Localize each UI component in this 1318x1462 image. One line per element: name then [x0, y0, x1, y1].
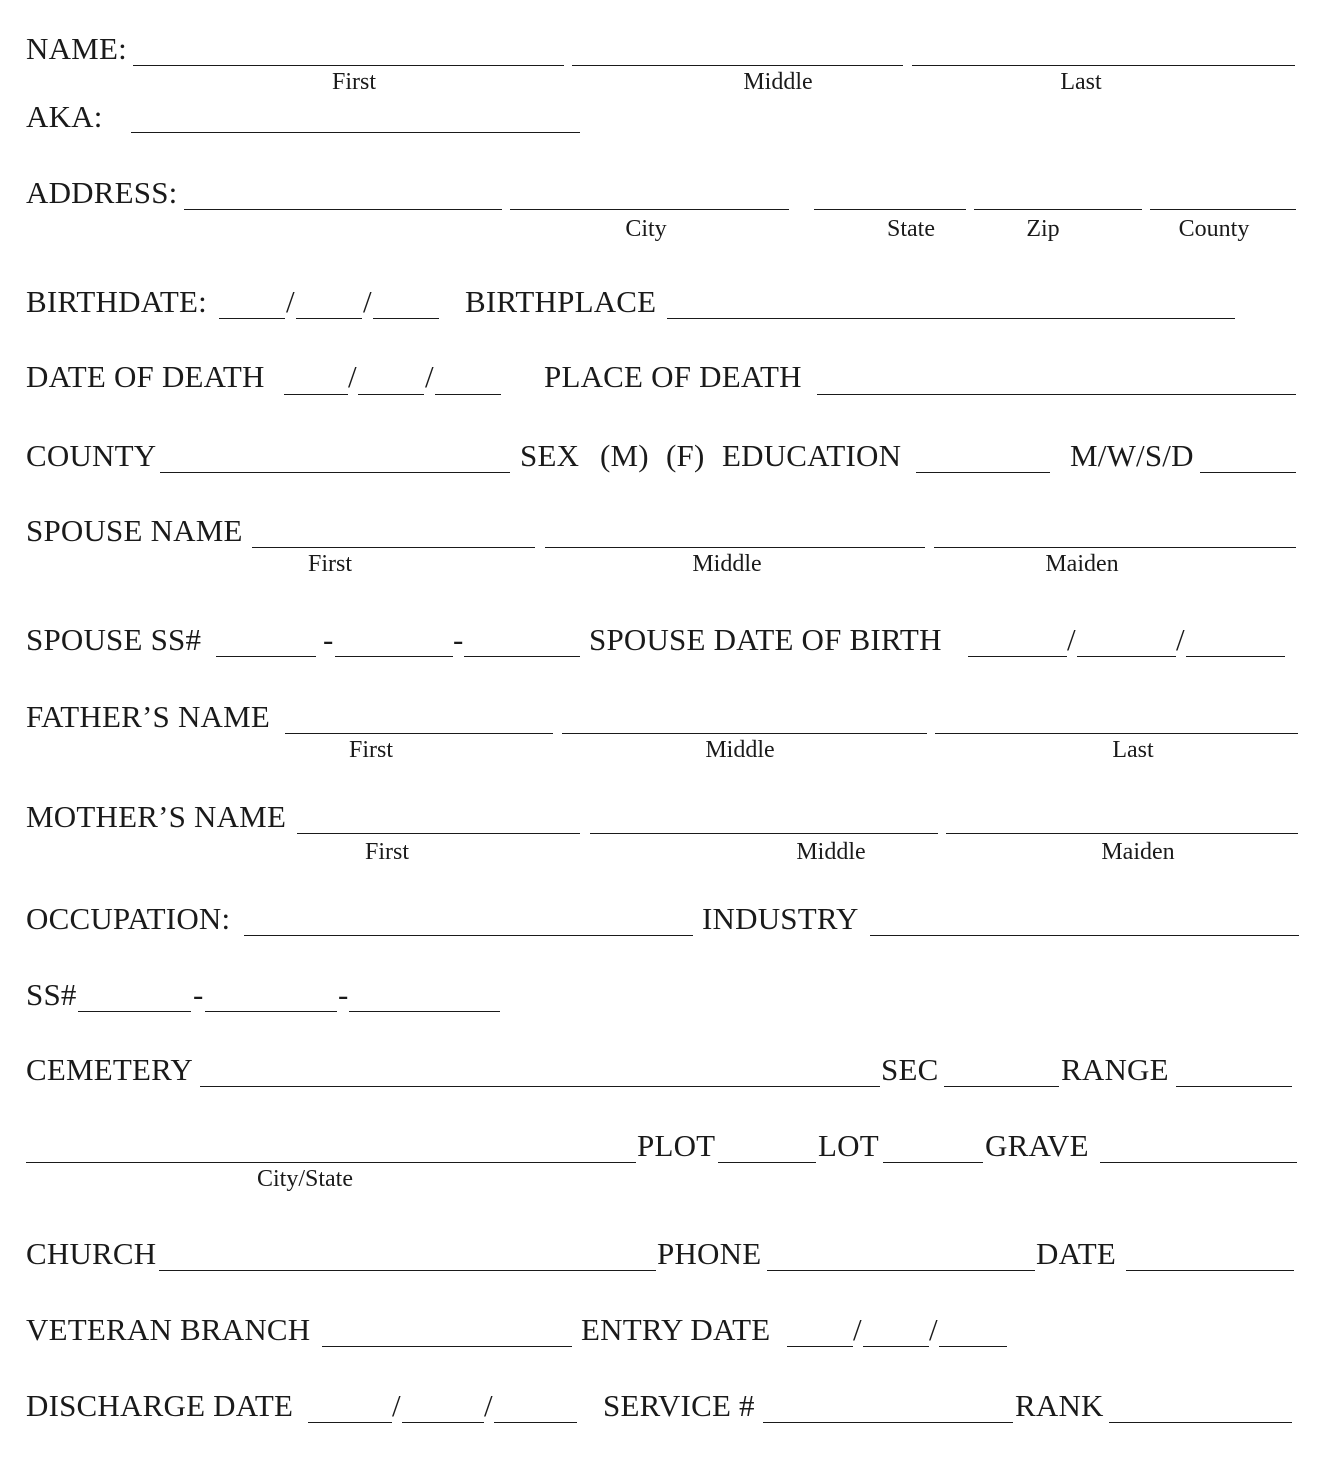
- entry-date-label: ENTRY DATE: [581, 1312, 771, 1347]
- name-last-field[interactable]: [912, 65, 1295, 66]
- spouse-dob-slash: /: [1067, 622, 1076, 657]
- date-of-death-label: DATE OF DEATH: [26, 359, 265, 394]
- aka-field[interactable]: [131, 132, 580, 133]
- spouse-ss-label: SPOUSE SS#: [26, 622, 202, 657]
- mother-maiden-field[interactable]: [946, 833, 1298, 834]
- entry-date-slash: /: [929, 1312, 938, 1347]
- discharge-year-field[interactable]: [494, 1422, 577, 1423]
- lot-label: LOT: [818, 1128, 879, 1163]
- father-last-caption: Last: [1112, 737, 1154, 763]
- education-field[interactable]: [916, 472, 1050, 473]
- death-date-slash: /: [348, 359, 357, 394]
- spouse-maiden-caption: Maiden: [1045, 551, 1119, 577]
- sex-label: SEX: [520, 438, 580, 473]
- marital-status-field[interactable]: [1200, 472, 1296, 473]
- veteran-branch-field[interactable]: [322, 1346, 572, 1347]
- birthdate-day-field[interactable]: [296, 318, 362, 319]
- aka-label: AKA:: [26, 99, 103, 134]
- discharge-date-slash: /: [484, 1388, 493, 1423]
- mother-middle-field[interactable]: [590, 833, 938, 834]
- address-zip-caption: Zip: [1026, 216, 1060, 242]
- spouse-ss-part1-field[interactable]: [216, 656, 316, 657]
- birthdate-slash: /: [363, 284, 372, 319]
- sex-male-option[interactable]: (M): [600, 438, 649, 473]
- church-label: CHURCH: [26, 1236, 157, 1271]
- spouse-dob-day-field[interactable]: [1077, 656, 1176, 657]
- spouse-middle-caption: Middle: [692, 551, 762, 577]
- entry-day-field[interactable]: [863, 1346, 929, 1347]
- address-city-field[interactable]: [510, 209, 789, 210]
- mother-name-label: MOTHER’S NAME: [26, 799, 287, 834]
- father-middle-field[interactable]: [562, 733, 927, 734]
- marital-status-label: M/W/S/D: [1070, 438, 1194, 473]
- spouse-dob-month-field[interactable]: [968, 656, 1067, 657]
- occupation-field[interactable]: [244, 935, 693, 936]
- entry-date-slash: /: [853, 1312, 862, 1347]
- service-number-label: SERVICE #: [603, 1388, 755, 1423]
- county-field[interactable]: [160, 472, 510, 473]
- address-state-field[interactable]: [814, 209, 966, 210]
- address-state-caption: State: [887, 216, 935, 242]
- spouse-first-caption: First: [307, 551, 353, 577]
- rank-label: RANK: [1015, 1388, 1104, 1423]
- spouse-ss-part2-field[interactable]: [335, 656, 453, 657]
- cemetery-city-state-field[interactable]: [26, 1162, 636, 1163]
- sec-field[interactable]: [944, 1086, 1059, 1087]
- spouse-ss-part3-field[interactable]: [464, 656, 580, 657]
- spouse-ss-dash: -: [453, 622, 464, 657]
- spouse-dob-slash: /: [1176, 622, 1185, 657]
- spouse-dob-label: SPOUSE DATE OF BIRTH: [589, 622, 942, 657]
- death-date-slash: /: [425, 359, 434, 394]
- address-county-field[interactable]: [1150, 209, 1296, 210]
- ss-label: SS#: [26, 977, 77, 1012]
- father-first-field[interactable]: [285, 733, 553, 734]
- occupation-label: OCCUPATION:: [26, 901, 231, 936]
- phone-label: PHONE: [657, 1236, 762, 1271]
- mother-maiden-caption: Maiden: [1101, 839, 1175, 865]
- name-first-field[interactable]: [133, 65, 564, 66]
- place-of-death-label: PLACE OF DEATH: [544, 359, 802, 394]
- industry-field[interactable]: [870, 935, 1299, 936]
- date-label: DATE: [1036, 1236, 1117, 1271]
- date-field[interactable]: [1126, 1270, 1294, 1271]
- ss-part1-field[interactable]: [78, 1011, 191, 1012]
- ss-dash: -: [338, 977, 349, 1012]
- service-number-field[interactable]: [763, 1422, 1013, 1423]
- discharge-day-field[interactable]: [402, 1422, 484, 1423]
- birthplace-label: BIRTHPLACE: [465, 284, 657, 319]
- cemetery-field[interactable]: [200, 1086, 880, 1087]
- name-label: NAME:: [26, 31, 127, 66]
- birthdate-label: BIRTHDATE:: [26, 284, 207, 319]
- church-field[interactable]: [159, 1270, 656, 1271]
- discharge-date-slash: /: [392, 1388, 401, 1423]
- death-month-field[interactable]: [284, 394, 348, 395]
- sec-label: SEC: [881, 1052, 939, 1087]
- mother-middle-caption: Middle: [796, 839, 866, 865]
- name-middle-caption: Middle: [743, 69, 813, 95]
- address-city-caption: City: [625, 216, 667, 242]
- father-name-label: FATHER’S NAME: [26, 699, 271, 734]
- education-label: EDUCATION: [722, 438, 902, 473]
- mother-first-field[interactable]: [297, 833, 580, 834]
- address-county-caption: County: [1178, 216, 1250, 242]
- phone-field[interactable]: [767, 1270, 1035, 1271]
- plot-field[interactable]: [718, 1162, 816, 1163]
- county-label: COUNTY: [26, 438, 157, 473]
- city-state-caption: City/State: [257, 1166, 353, 1192]
- spouse-middle-field[interactable]: [545, 547, 925, 548]
- father-middle-caption: Middle: [705, 737, 775, 763]
- cemetery-label: CEMETERY: [26, 1052, 193, 1087]
- name-first-caption: First: [331, 69, 377, 95]
- birthplace-field[interactable]: [667, 318, 1235, 319]
- address-street-field[interactable]: [184, 209, 502, 210]
- veteran-branch-label: VETERAN BRANCH: [26, 1312, 311, 1347]
- address-zip-field[interactable]: [974, 209, 1142, 210]
- name-last-caption: Last: [1060, 69, 1102, 95]
- sex-female-option[interactable]: (F): [666, 438, 705, 473]
- death-year-field[interactable]: [435, 394, 501, 395]
- birthdate-year-field[interactable]: [373, 318, 439, 319]
- place-of-death-field[interactable]: [817, 394, 1296, 395]
- industry-label: INDUSTRY: [702, 901, 859, 936]
- father-first-caption: First: [348, 737, 394, 763]
- ss-part2-field[interactable]: [205, 1011, 337, 1012]
- spouse-dob-year-field[interactable]: [1186, 656, 1285, 657]
- entry-year-field[interactable]: [939, 1346, 1007, 1347]
- ss-part3-field[interactable]: [349, 1011, 500, 1012]
- father-last-field[interactable]: [935, 733, 1298, 734]
- grave-field[interactable]: [1100, 1162, 1297, 1163]
- birthdate-month-field[interactable]: [219, 318, 285, 319]
- range-label: RANGE: [1061, 1052, 1169, 1087]
- spouse-maiden-field[interactable]: [934, 547, 1296, 548]
- name-middle-field[interactable]: [572, 65, 903, 66]
- spouse-name-label: SPOUSE NAME: [26, 513, 243, 548]
- rank-field[interactable]: [1109, 1422, 1292, 1423]
- spouse-ss-dash: -: [323, 622, 334, 657]
- spouse-first-field[interactable]: [252, 547, 535, 548]
- mother-first-caption: First: [364, 839, 410, 865]
- range-field[interactable]: [1176, 1086, 1292, 1087]
- plot-label: PLOT: [637, 1128, 716, 1163]
- death-day-field[interactable]: [358, 394, 424, 395]
- birthdate-slash: /: [286, 284, 295, 319]
- entry-month-field[interactable]: [787, 1346, 853, 1347]
- grave-label: GRAVE: [985, 1128, 1089, 1163]
- ss-dash: -: [193, 977, 204, 1012]
- discharge-month-field[interactable]: [308, 1422, 392, 1423]
- address-label: ADDRESS:: [26, 175, 178, 210]
- lot-field[interactable]: [883, 1162, 983, 1163]
- discharge-date-label: DISCHARGE DATE: [26, 1388, 294, 1423]
